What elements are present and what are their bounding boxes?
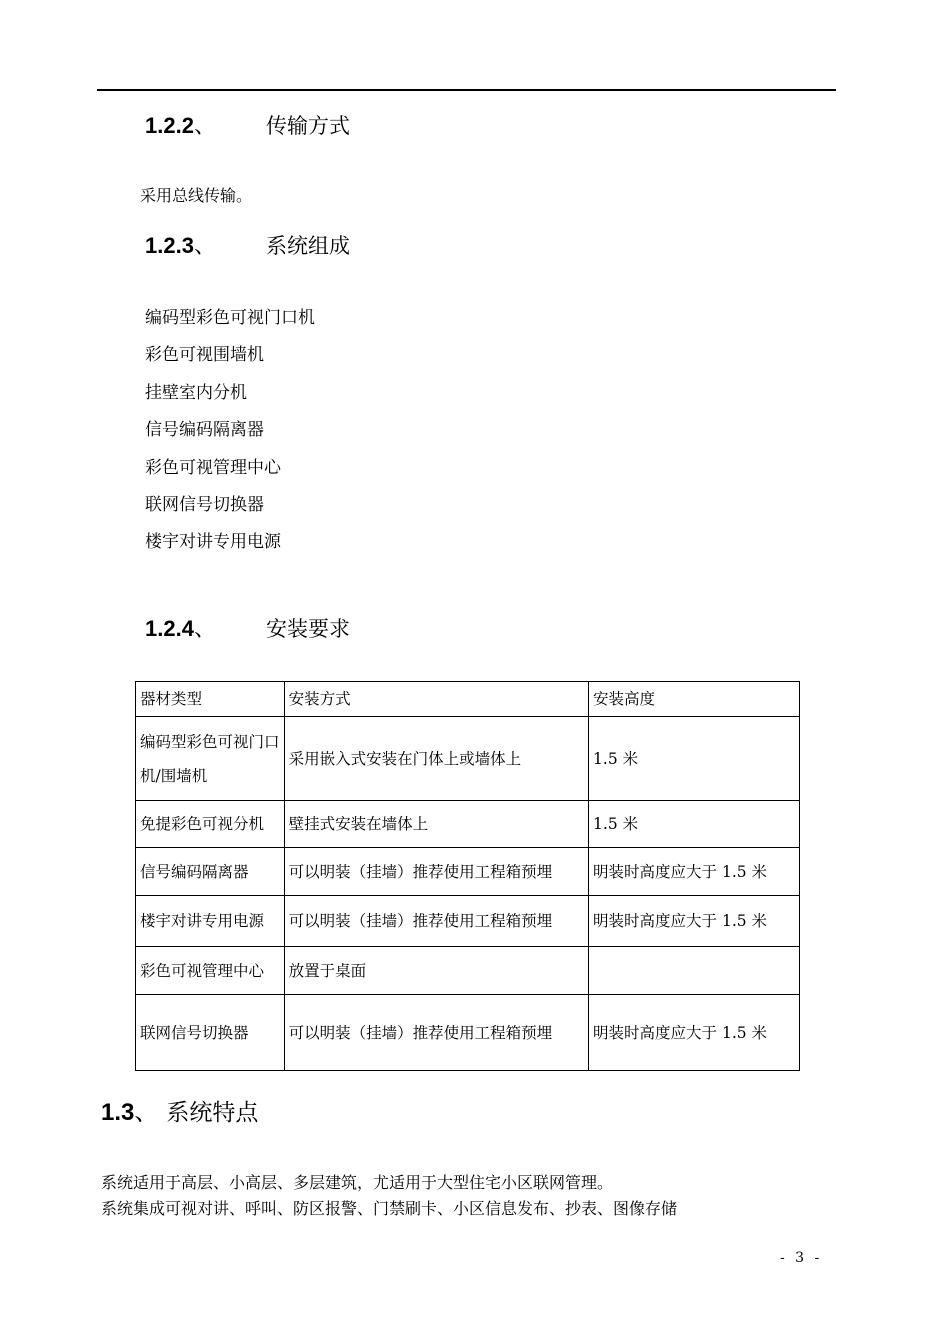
table-cell: 彩色可视管理中心 — [136, 947, 285, 995]
heading-separator: 、 — [193, 234, 216, 259]
table-cell: 1.5 米 — [589, 801, 800, 848]
table-header-cell: 器材类型 — [136, 682, 285, 717]
feature-line: 系统适用于高层、小高层、多层建筑，尤适用于大型住宅小区联网管理。 — [101, 1173, 614, 1192]
list-item: 彩色可视围墙机 — [145, 345, 264, 366]
table-header-row — [136, 682, 800, 717]
list-item: 联网信号切换器 — [145, 494, 264, 515]
table-cell: 1.5 米 — [589, 717, 800, 801]
heading-separator: 、 — [134, 1098, 159, 1126]
header-rule — [97, 89, 836, 91]
heading-title: 传输方式 — [265, 114, 350, 138]
table-cell: 明装时高度应大于 1.5 米 — [589, 995, 800, 1071]
table-row — [136, 896, 800, 947]
heading-number: 1.2.2 — [145, 113, 194, 138]
heading-1-2-2 — [145, 111, 350, 142]
feature-line: 系统集成可视对讲、呼叫、防区报警、门禁刷卡、小区信息发布、抄表、图像存储 — [101, 1199, 678, 1218]
heading-number: 1.2.4 — [145, 616, 194, 641]
installation-table — [135, 681, 800, 1071]
heading-title: 系统特点 — [166, 1100, 259, 1126]
page-number: - 3 - — [780, 1250, 823, 1266]
heading-1-2-3 — [145, 231, 350, 262]
heading-1-2-4 — [145, 614, 350, 645]
table-cell: 采用嵌入式安装在门体上或墙体上 — [284, 717, 588, 801]
component-list — [145, 305, 315, 567]
heading-title: 系统组成 — [265, 234, 350, 258]
table-cell: 可以明装（挂墙）推荐使用工程箱预埋 — [284, 896, 588, 947]
table-header-cell: 安装高度 — [589, 682, 800, 717]
table-row — [136, 947, 800, 995]
table-header-cell: 安装方式 — [284, 682, 588, 717]
table-row — [136, 801, 800, 848]
table-row — [136, 995, 800, 1071]
list-item: 楼宇对讲专用电源 — [145, 532, 281, 553]
heading-number: 1.2.3 — [145, 233, 194, 258]
heading-title: 安装要求 — [265, 617, 350, 641]
heading-separator: 、 — [193, 114, 216, 139]
list-item: 挂壁室内分机 — [145, 382, 247, 403]
table-cell: 楼宇对讲专用电源 — [136, 896, 285, 947]
table-cell: 明装时高度应大于 1.5 米 — [589, 896, 800, 947]
list-item: 彩色可视管理中心 — [145, 457, 281, 478]
table-cell: 联网信号切换器 — [136, 995, 285, 1071]
table-cell: 可以明装（挂墙）推荐使用工程箱预埋 — [284, 995, 588, 1071]
table-row — [136, 717, 800, 801]
heading-number: 1.3 — [101, 1099, 135, 1126]
table-row — [136, 848, 800, 896]
table-cell: 壁挂式安装在墙体上 — [284, 801, 588, 848]
table-cell: 免提彩色可视分机 — [136, 801, 285, 848]
transmission-text: 采用总线传输。 — [140, 186, 253, 205]
table-cell: 明装时高度应大于 1.5 米 — [589, 848, 800, 896]
table-cell: 可以明装（挂墙）推荐使用工程箱预埋 — [284, 848, 588, 896]
heading-1-3 — [101, 1096, 258, 1129]
table-cell: 编码型彩色可视门口机/围墙机 — [136, 717, 285, 801]
heading-separator: 、 — [193, 617, 216, 642]
list-item: 信号编码隔离器 — [145, 420, 264, 441]
list-item: 编码型彩色可视门口机 — [145, 308, 315, 328]
table-cell — [589, 947, 800, 995]
table-cell: 信号编码隔离器 — [136, 848, 285, 896]
table-cell: 放置于桌面 — [284, 947, 588, 995]
